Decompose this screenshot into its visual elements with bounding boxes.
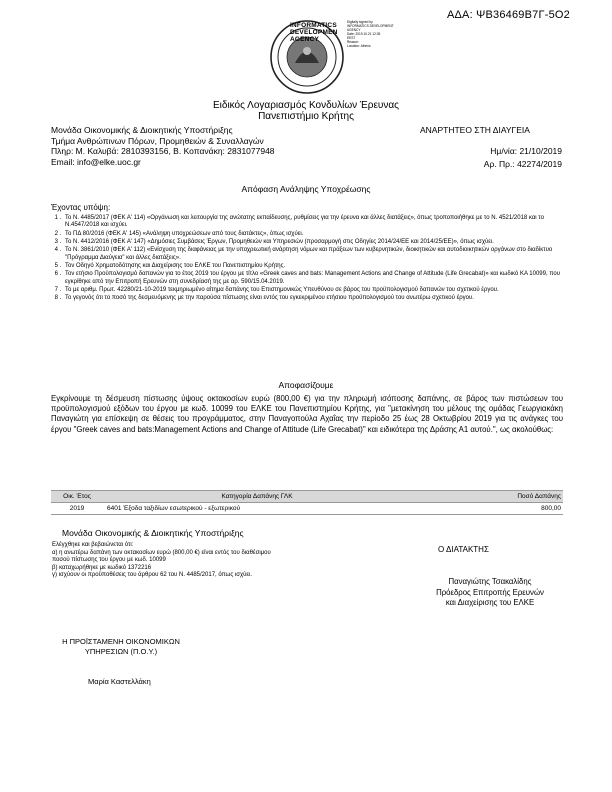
decision-text: Εγκρίνουμε τη δέσμευση πίστωσης ύψους οκτακοσίων ευρώ (800,00 €) για την πληρωμή ισόποσης δαπάνης, σε βάρος των πιστώσεων του προϋπολογισμού εξόδων του έργου με κωδ. 10099 του ΕΛΚΕ του Πανεπιστημίου Κρήτης, για "μετακίνηση του μέλους της ομάδας Γεωργιακάκη Παναγιώτη για επίσκεψη σε θέσεις του προγράμματος, στην Παναγοπούλα Αχαΐας την περίοδο 25 έως 28 Οκτωβρίου 2019 για τις ανάγκες του έργου "Greek caves and bats:Management Actions and Change of Attitude (Life Grecabat)" και ειδικότερα της Δράσης Α1 αυτού.", ως ακολούθως: <box>51 394 563 434</box>
signer-role: Πρόεδρος Επιτροπής Ερευνών <box>436 587 544 597</box>
ada-code: ΑΔΑ: ΨΒ36469Β7Γ-5Ο2 <box>446 9 570 21</box>
table-header <box>51 490 563 503</box>
list-item: 4 . Το Ν. 3861/2010 (ΦΕΚ Α' 112) «Ενίσχυση της διαφάνειας με την υποχρεωτική ανάρτηση νόμων και πράξεων των κυβερνητικών, διοικητικών και αυτοδιοικητικών οργάνων στο διαδίκτυο "Πρόγραμμα Διαύγεια" και άλλες διατάξεις». <box>54 247 553 261</box>
publication-status: ΑΝΑΡΤΗΤΕΟ ΣΤΗ ΔΙΑΥΓΕΙΑ <box>420 125 530 135</box>
column-header-category: Κατηγορία Δαπάνης ΓΛΚ <box>221 493 293 500</box>
expense-table <box>51 490 563 515</box>
seal-overlay-text: INFORMATICS DEVELOPMEN AGENCY <box>290 22 338 43</box>
institution-name: Ειδικός Λογαριασμός Κονδυλίων Έρευνας Πανεπιστήμιο Κρήτης <box>213 100 399 122</box>
digital-signature-info: Digitally signed by INFORMATICS DEVELOPMENT AGENCY Date: 2019.10.21 12:35 EEST Reason: Location: Athens <box>347 20 394 48</box>
list-item: 3 . Το Ν. 4412/2016 (ΦΕΚ Α' 147) «Δημόσιες Συμβάσεις Έργων, Προμηθειών και Υπηρεσιών (προσαρμογή στις Οδηγίες 2014/24/ΕΕ και 2014/25/ΕΕ)», όπως ισχύει. <box>54 238 494 245</box>
considerations-list <box>51 215 563 304</box>
column-header-amount: Ποσό Δαπάνης <box>517 493 561 500</box>
cell-category: 6401 Έξοδα ταξιδίων εσωτερικού - εξωτερικού <box>107 505 241 512</box>
list-item: 5 . Τον Οδηγό Χρηματοδότησης και Διαχείρισης του ΕΛΚΕ του Πανεπιστημίου Κρήτης. <box>54 262 286 269</box>
column-header-year: Οικ. Έτος <box>63 493 91 500</box>
authorizing-officer-title: Ο ΔΙΑΤΑΚΤΗΣ <box>438 545 489 554</box>
list-item: 6 . Τον ετήσιο Προϋπολογισμό δαπανών για το έτος 2019 του έργου με τίτλο «Greek caves and bats: Management Actions and Change of Attitude (Life Grecabat)» και κωδικό ΚΑ 10099, που εγκρίθηκε από την Επιτροπή Ερευνών στη συνεδρίασή της με αρ. 590/15.04.2019. <box>54 271 560 285</box>
list-item: 2 . Το ΠΔ 80/2016 (ΦΕΚ Α' 145) «Ανάληψη υποχρεώσεων από τους διατάκτες», όπως ισχύει. <box>54 230 304 237</box>
signer-name: Παναγιώτης Τσακαλίδης <box>448 577 532 586</box>
decision-heading: Αποφασίζουμε <box>278 380 334 390</box>
signer-role-line2: και Διαχείρισης του ΕΛΚΕ <box>445 598 535 607</box>
document-title: Απόφαση Ανάληψης Υποχρέωσης <box>241 184 371 194</box>
email-link[interactable]: Email: info@elke.uoc.gr <box>51 156 141 167</box>
financial-head-title: Η ΠΡΟΪΣΤΑΜΕΝΗ ΟΙΚΟΝΟΜΙΚΩΝ ΥΠΗΡΕΣΙΩΝ (Π.Ο.Υ.) <box>62 637 180 656</box>
verification-block: Ελέγχθηκε και βεβαιώνεται ότι: α) η ανωτέρω δαπάνη των οκτακοσίων ευρώ (800,00 €) είναι εντός του διαθέσιμου ποσού πίστωσης του έργου με κωδ. 10099 β) καταχωρήθηκε με κωδικό 1372216 γ) ισχύουν οι προϋποθέσεις του άρθρου 62 του Ν. 4485/2017, όπως ισχύει. <box>52 542 271 579</box>
footer-unit-name: Μονάδα Οικονομικής & Διοικητικής Υποστήριξης <box>62 528 244 538</box>
document-meta <box>420 125 562 170</box>
cell-amount: 800,00 <box>541 505 561 512</box>
protocol-number: Αρ. Πρ.: 42274/2019 <box>483 159 562 169</box>
list-item: 7 . Το με αριθμ. Πρωτ. 42280/21-10-2019 τεκμηριωμένο αίτημα δαπάνης του Επιστημονικώς Υπευθύνου σε βάρος του προϋπολογισμού δαπανών του σχετικού έργου. <box>54 286 499 293</box>
contact-info: Πληρ: Μ. Καλυβά: 2810393156, Β. Κοπανάκη: 2831077948 <box>51 146 275 156</box>
signer-block <box>400 577 580 609</box>
department-name: Τμήμα Ανθρώπινων Πόρων, Προμηθειών & Συναλλαγών <box>51 135 264 146</box>
sender-info <box>51 125 275 167</box>
having-in-mind-label: Έχοντας υπόψη: <box>51 203 111 212</box>
document-date: Ημ/νία: 21/10/2019 <box>490 145 562 156</box>
unit-name: Μονάδα Οικονομικής & Διοικητικής Υποστήριξης <box>51 125 233 135</box>
list-item: 1 . Το Ν. 4485/2017 (ΦΕΚ Α' 114) «Οργάνωση και λειτουργία της ανώτατης εκπαίδευσης, ρυθμίσεις για την έρευνα και άλλες διατάξεις», όπως τροποποιήθηκε με το Ν. 4521/2018 και το Ν.4547/2018 και ισχύει. <box>54 215 544 229</box>
table-row <box>51 503 563 515</box>
financial-head-name: Μαρία Καστελλάκη <box>88 677 151 686</box>
cell-year: 2019 <box>69 505 85 512</box>
list-item: 8 . Το γεγονός ότι το ποσό της δεσμευόμενης με την παρούσα πίστωσης είναι εντός του εγκεκριμένου ετήσιου προϋπολογισμού του ανωτέρω σχετικού έργου. <box>54 295 474 302</box>
